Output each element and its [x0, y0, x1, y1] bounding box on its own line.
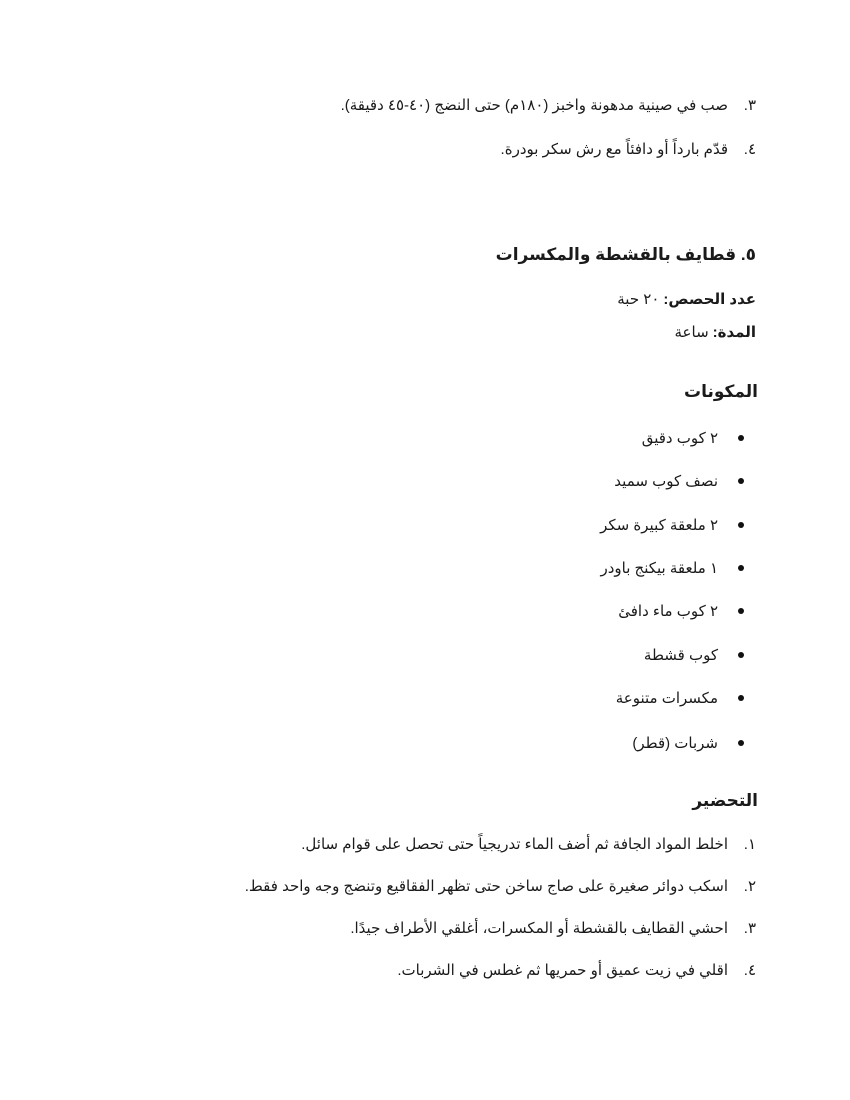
ingredient-text: ٢ ملعقة كبيرة سكر	[600, 517, 718, 534]
ingredient-text: ١ ملعقة بيكنج باودر	[600, 560, 718, 577]
step-number: ١.	[743, 836, 756, 853]
step-text: اقلي في زيت عميق أو حمريها ثم غطس في الشربات.	[397, 962, 728, 979]
preparation-step	[0, 876, 850, 896]
bullet-icon	[738, 695, 744, 701]
step-number: ٢.	[743, 878, 756, 895]
step-number: ٣.	[743, 920, 756, 937]
preparation-heading: التحضير	[692, 791, 758, 810]
bullet-icon	[738, 478, 744, 484]
previous-step	[0, 95, 850, 115]
bullet-icon	[738, 608, 744, 614]
ingredient-text: مكسرات متنوعة	[615, 690, 718, 707]
preparation-step	[0, 918, 850, 938]
step-number: ٣.	[743, 97, 756, 114]
bullet-icon	[738, 565, 744, 571]
step-text: احشي القطايف بالقشطة أو المكسرات، أغلقي الأطراف جيدًا.	[350, 920, 728, 937]
bullet-icon	[738, 652, 744, 658]
step-text: اسكب دوائر صغيرة على صاج ساخن حتى تظهر الفقاقيع وتنضج وجه واحد فقط.	[244, 878, 728, 895]
previous-step	[0, 139, 850, 159]
duration-label: المدة:	[712, 324, 756, 341]
duration	[675, 322, 757, 342]
recipe-title: ٥. قطايف بالقشطة والمكسرات	[495, 245, 756, 264]
bullet-icon	[738, 740, 744, 746]
ingredient-item	[0, 558, 850, 578]
step-number: ٤.	[743, 962, 756, 979]
ingredient-item	[0, 733, 850, 753]
step-text: صب في صينية مدهونة واخبز (١٨٠م) حتى النضج (٤٠-٤٥ دقيقة).	[340, 97, 728, 114]
preparation-step	[0, 960, 850, 980]
step-number: ٤.	[743, 141, 756, 158]
ingredient-text: ٢ كوب دقيق	[641, 430, 718, 447]
bullet-icon	[738, 522, 744, 528]
ingredient-item	[0, 688, 850, 708]
ingredients-heading: المكونات	[683, 382, 758, 401]
servings	[617, 289, 756, 309]
duration-value: ساعة	[674, 324, 709, 341]
ingredient-item	[0, 515, 850, 535]
ingredient-item	[0, 428, 850, 448]
servings-value: ٢٠ حبة	[617, 291, 660, 308]
ingredient-text: شربات (قطر)	[632, 735, 718, 752]
preparation-step	[0, 834, 850, 854]
ingredient-item	[0, 601, 850, 621]
ingredient-text: ٢ كوب ماء دافئ	[618, 603, 718, 620]
step-text: قدّم بارداً أو دافئاً مع رش سكر بودرة.	[500, 141, 728, 158]
ingredient-item	[0, 471, 850, 491]
ingredient-text: كوب قشطة	[643, 647, 718, 664]
step-text: اخلط المواد الجافة ثم أضف الماء تدريجياً حتى تحصل على قوام سائل.	[301, 836, 728, 853]
ingredient-text: نصف كوب سميد	[614, 473, 718, 490]
bullet-icon	[738, 435, 744, 441]
servings-label: عدد الحصص:	[663, 291, 756, 308]
ingredient-item	[0, 645, 850, 665]
